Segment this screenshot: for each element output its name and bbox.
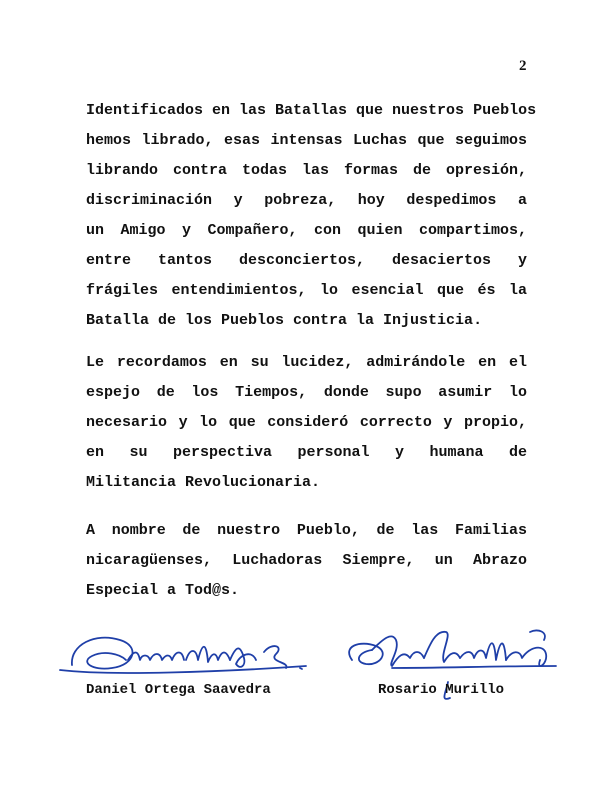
paragraph-closing [86,516,527,606]
signature-stroke [372,636,424,666]
signature-stroke [60,666,306,673]
signature-stroke [460,643,506,660]
signature-stroke [506,648,546,666]
text-line: librando contra todas las formas de opresión, [86,162,527,179]
text-line: A nombre de nuestro Pueblo, de las Familias [86,522,527,539]
signature-block [0,610,612,720]
signature-daniel-ortega [60,638,306,673]
signature-stroke [72,638,133,669]
signature-stroke [300,668,302,669]
signer-name-daniel-ortega: Daniel Ortega Saavedra [86,682,271,698]
signature-stroke [128,653,184,661]
signature-stroke [424,632,460,662]
signature-stroke [349,644,383,665]
text-line: frágiles entendimientos, lo esencial que és la [86,282,527,299]
text-line: Especial a Tod@s. [86,582,240,599]
signature-stroke [230,648,256,666]
text-line: nicaragüenses, Luchadoras Siempre, un Abrazo [86,552,527,569]
text-line: espejo de los Tiempos, donde supo asumir lo [86,384,527,401]
text-line: Batalla de los Pueblos contra la Injusticia. [86,312,483,329]
signature-stroke [186,647,230,662]
text-line: hemos librado, esas intensas Luchas que seguimos [86,132,527,149]
text-line: Militancia Revolucionaria. [86,474,321,491]
text-line: en su perspectiva personal y humana de [86,444,527,461]
page-number: 2 [519,58,527,74]
text-line: entre tantos desconciertos, desaciertos y [86,252,527,269]
paragraph-remembrance [86,348,527,498]
text-line: Le recordamos en su lucidez, admirándole en el [86,354,527,371]
signature-stroke [530,630,545,640]
text-line: discriminación y pobreza, hoy despedimos a [86,192,527,209]
signature-stroke [392,666,556,668]
signer-name-rosario-murillo: Rosario Murillo [378,682,505,698]
text-line: necesario y lo que consideró correcto y propio, [86,414,527,431]
text-line: Identificados en las Batallas que nuestros Pueblos [86,102,537,119]
paragraph-tribute [86,96,537,336]
signature-stroke [264,646,286,668]
text-line: un Amigo y Compañero, con quien compartimos, [86,222,527,239]
handwritten-signatures [0,610,612,720]
